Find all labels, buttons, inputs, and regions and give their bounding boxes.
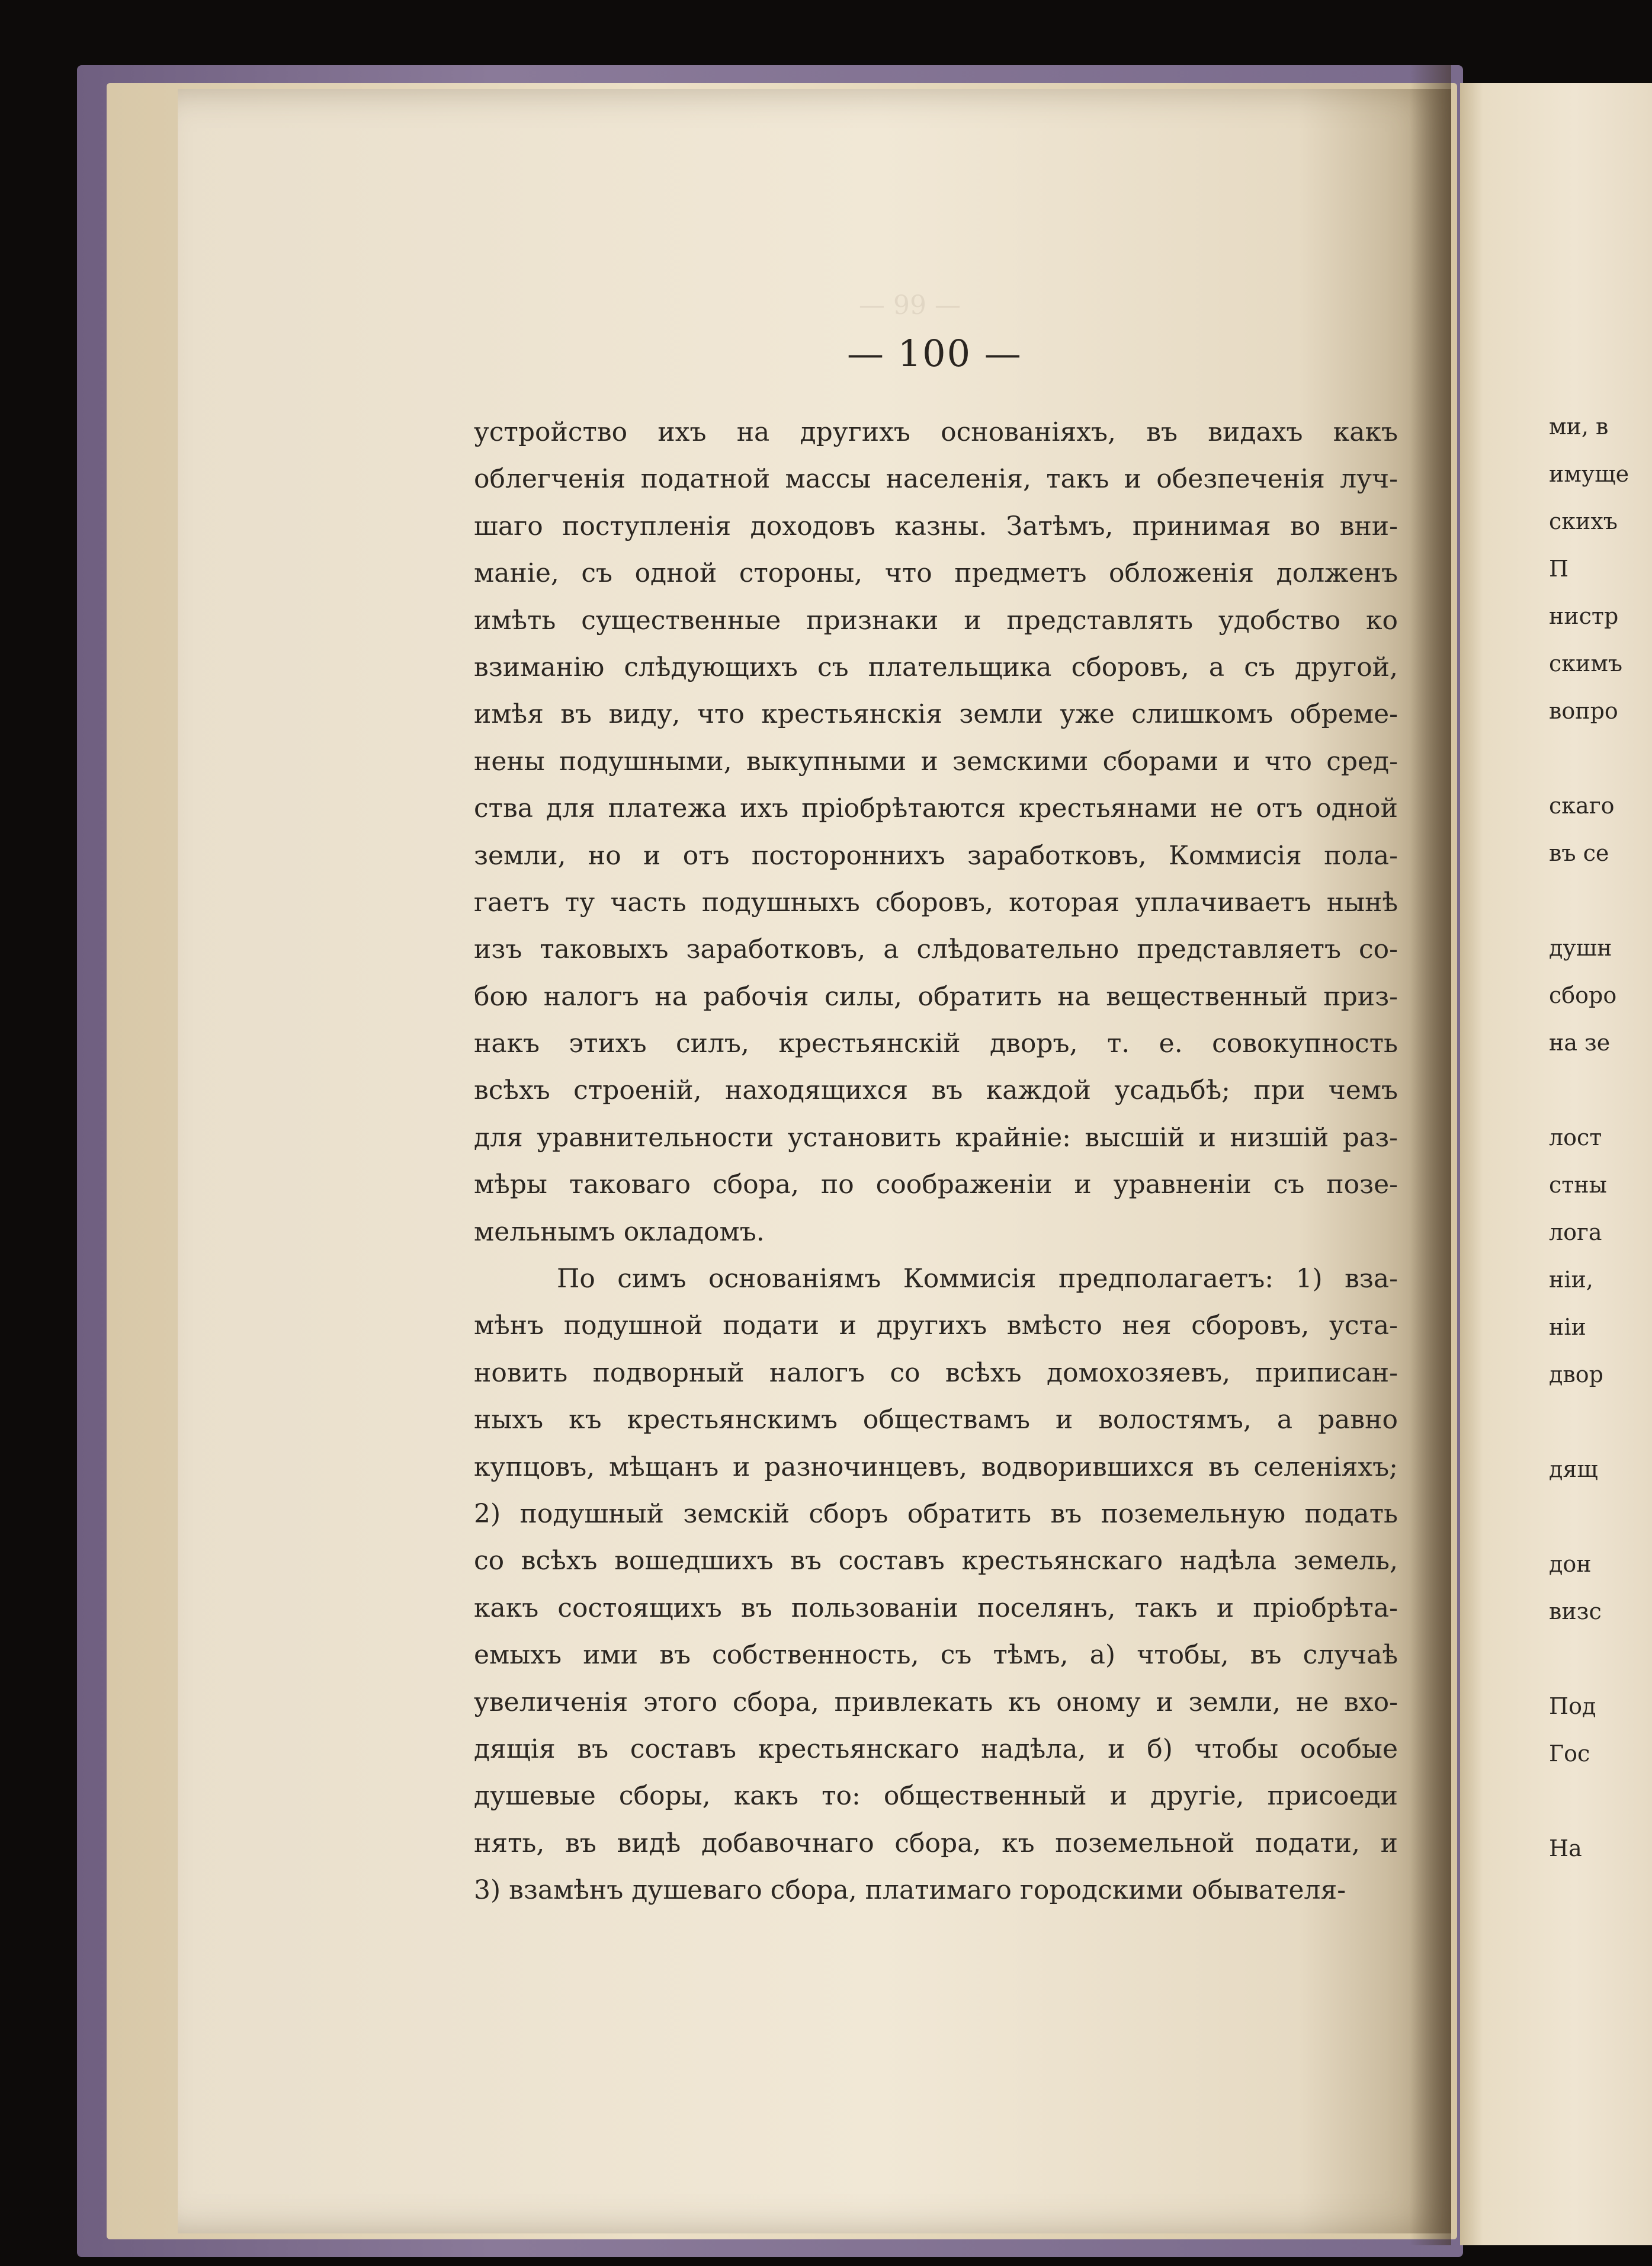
facing-text-line: дящ (1549, 1456, 1598, 1482)
text-line: мѣнъ подушной подати и другихъ вмѣсто нея сборовъ, уста- (474, 1310, 1398, 1341)
body-text (474, 409, 1398, 1914)
text-line: ныхъ къ крестьянскимъ обществамъ и волостямъ, а равно (474, 1405, 1398, 1435)
text-line: накъ этихъ силъ, крестьянскій дворъ, т. е. совокупность (474, 1028, 1398, 1059)
text-line: мельнымъ окладомъ. (474, 1216, 765, 1247)
facing-text-line: сборо (1549, 982, 1617, 1008)
facing-text-line (1549, 1066, 1629, 1114)
facing-text-line: Под (1549, 1693, 1596, 1719)
facing-text-line: П (1549, 556, 1569, 582)
facing-text-line: въ се (1549, 840, 1609, 866)
facing-text-line: визс (1549, 1598, 1602, 1624)
bleed-through-text: — 99 — (859, 290, 961, 320)
facing-text-line: скаго (1549, 793, 1615, 819)
text-line: ства для платежа ихъ пріобрѣтаются крестьянами не отъ одной (474, 793, 1398, 824)
text-line: взиманію слѣдующихъ съ плательщика сборовъ, а съ другой, (474, 652, 1398, 682)
text-line: 2) подушный земскій сборъ обратить въ поземельную подать (474, 1498, 1398, 1529)
facing-text-line: двор (1549, 1361, 1603, 1387)
facing-text-line (1549, 1635, 1629, 1682)
page-number: — 100 — (847, 332, 1022, 375)
facing-text-line: скихъ (1549, 508, 1618, 534)
text-line: душевые сборы, какъ то: общественный и другіе, присоеди (474, 1781, 1398, 1812)
facing-text-line: ми, в (1549, 414, 1609, 440)
text-line: какъ состоящихъ въ пользованіи поселянъ, такъ и пріобрѣта- (474, 1592, 1398, 1623)
text-line: имѣть существенные признаки и представлять удобство ко (474, 605, 1398, 636)
facing-text-line: скимъ (1549, 650, 1623, 677)
facing-text-line (1549, 735, 1629, 782)
facing-text-line (1549, 1398, 1629, 1446)
facing-text-line: нистр (1549, 603, 1619, 629)
text-line: со всѣхъ вошедшихъ въ составъ крестьянскаго надѣла земель, (474, 1546, 1398, 1576)
facing-text-line (1549, 1493, 1629, 1540)
facing-text-line: на зе (1549, 1030, 1611, 1056)
text-line: устройство ихъ на другихъ основаніяхъ, въ видахъ какъ (474, 417, 1398, 447)
facing-text-line: ніи, (1549, 1267, 1593, 1293)
binding-gutter (1410, 65, 1451, 2245)
text-line: изъ таковыхъ заработковъ, а слѣдовательно представляетъ со- (474, 934, 1398, 965)
text-line: имѣя въ виду, что крестьянскія земли уже слишкомъ обреме- (474, 699, 1398, 730)
text-line: дящія въ составъ крестьянскаго надѣла, и б) чтобы особые (474, 1733, 1398, 1764)
facing-text-line: имуще (1549, 461, 1629, 487)
text-line: купцовъ, мѣщанъ и разночинцевъ, водворившихся въ селеніяхъ; (474, 1451, 1398, 1482)
text-line: нены подушными, выкупными и земскими сборами и что сред- (474, 746, 1398, 777)
facing-text-line (1549, 877, 1629, 924)
text-line: мѣры таковаго сбора, по соображеніи и уравненіи съ позе- (474, 1169, 1398, 1200)
facing-text-line (1549, 1777, 1629, 1825)
text-line: земли, но и отъ постороннихъ заработковъ, Коммисія пола- (474, 840, 1398, 871)
facing-text-line: дон (1549, 1551, 1592, 1577)
text-line: гаетъ ту часть подушныхъ сборовъ, которая уплачиваетъ нынѣ (474, 887, 1398, 918)
facing-text-line: лога (1549, 1219, 1602, 1245)
text-line: всѣхъ строеній, находящихся въ каждой усадьбѣ; при чемъ (474, 1075, 1398, 1106)
facing-text-line: вопро (1549, 698, 1618, 724)
text-line: увеличенія этого сбора, привлекать къ оному и земли, не вхо- (474, 1687, 1398, 1717)
text-line: маніе, съ одной стороны, что предметъ обложенія долженъ (474, 558, 1398, 589)
text-line: для уравнительности установить крайніе: высшій и низшій раз- (474, 1122, 1398, 1153)
text-line: шаго поступленія доходовъ казны. Затѣмъ, принимая во вни- (474, 511, 1398, 541)
facing-text-line: душн (1549, 935, 1612, 961)
facing-text-line: лост (1549, 1124, 1602, 1150)
text-line: емыхъ ими въ собственность, съ тѣмъ, а) чтобы, въ случаѣ (474, 1640, 1398, 1671)
text-line: бою налогъ на рабочія силы, обратить на вещественный приз- (474, 981, 1398, 1012)
text-line: нять, въ видѣ добавочнаго сбора, къ поземельной подати, и (474, 1828, 1398, 1858)
facing-text-line: стны (1549, 1172, 1607, 1198)
text-line: По симъ основаніямъ Коммисія предполагаетъ: 1) вза- (557, 1264, 1398, 1294)
facing-text-line: ніи (1549, 1314, 1586, 1340)
facing-page (1460, 83, 1652, 2245)
text-line: облегченія податной массы населенія, такъ и обезпеченія луч- (474, 464, 1398, 495)
text-line: новить подворный налогъ со всѣхъ домохозяевъ, приписан- (474, 1357, 1398, 1388)
facing-page-text (1549, 403, 1629, 1872)
text-line: 3) взамѣнъ душеваго сбора, платимаго городскими обывателя- (474, 1875, 1346, 1906)
facing-text-line: Гос (1549, 1741, 1590, 1767)
facing-text-line: На (1549, 1835, 1582, 1861)
